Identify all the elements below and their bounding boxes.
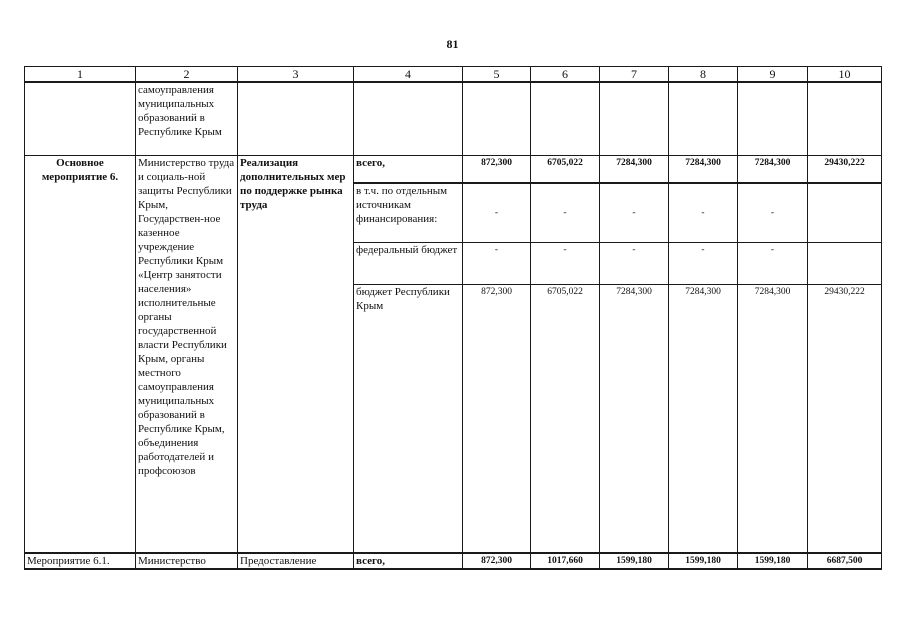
value-cell: -	[463, 183, 531, 242]
column-number: 9	[738, 67, 808, 83]
value-cell: -	[738, 242, 808, 284]
value-cell: 872,300	[463, 155, 531, 183]
budget-table	[24, 66, 882, 570]
value-cell	[808, 242, 882, 284]
column-number: 2	[136, 67, 238, 83]
value-cell: -	[669, 242, 738, 284]
value-cell: -	[600, 242, 669, 284]
main-event-title: Реализация дополнительных мер по поддержке рынка труда	[238, 155, 354, 553]
sub-event-title: Предоставление	[238, 553, 354, 569]
column-number-row	[25, 67, 882, 83]
value-cell: -	[531, 242, 600, 284]
sub-event-executor: Министерство	[136, 553, 238, 569]
value-cell: 1599,180	[600, 553, 669, 569]
page-number: 81	[446, 37, 459, 51]
value-cell: 29430,222	[808, 284, 882, 553]
column-number: 1	[25, 67, 136, 83]
value-cell: 7284,300	[738, 155, 808, 183]
value-cell: 6687,500	[808, 553, 882, 569]
funding-source: федеральный бюджет	[354, 242, 463, 284]
funding-source: всего,	[354, 553, 463, 569]
funding-source: бюджет Республики Крым	[354, 284, 463, 553]
value-cell: -	[669, 183, 738, 242]
value-cell: 1017,660	[531, 553, 600, 569]
column-number: 8	[669, 67, 738, 83]
column-number: 7	[600, 67, 669, 83]
funding-source: в т.ч. по отдельным источникам финансирования:	[354, 183, 463, 242]
value-cell: 6705,022	[531, 155, 600, 183]
main-event-name: Основное мероприятие 6.	[25, 155, 136, 553]
column-number: 4	[354, 67, 463, 83]
value-cell: 29430,222	[808, 155, 882, 183]
value-cell: -	[463, 242, 531, 284]
value-cell: -	[531, 183, 600, 242]
value-cell: -	[738, 183, 808, 242]
value-cell	[808, 183, 882, 242]
value-cell: 1599,180	[738, 553, 808, 569]
column-number: 5	[463, 67, 531, 83]
main-event-total-row	[25, 155, 882, 183]
value-cell: 7284,300	[738, 284, 808, 553]
column-number: 3	[238, 67, 354, 83]
value-cell: 7284,300	[600, 284, 669, 553]
value-cell: 7284,300	[600, 155, 669, 183]
value-cell: 872,300	[463, 553, 531, 569]
value-cell: 1599,180	[669, 553, 738, 569]
funding-source: всего,	[354, 155, 463, 183]
executor-continued: самоуправления муниципальных образований в Республике Крым	[136, 82, 238, 155]
continued-row	[25, 82, 882, 155]
value-cell: 872,300	[463, 284, 531, 553]
value-cell: 7284,300	[669, 284, 738, 553]
column-number: 10	[808, 67, 882, 83]
value-cell: 7284,300	[669, 155, 738, 183]
sub-event-row	[25, 553, 882, 569]
column-number: 6	[531, 67, 600, 83]
value-cell: -	[600, 183, 669, 242]
value-cell: 6705,022	[531, 284, 600, 553]
sub-event-name: Мероприятие 6.1.	[25, 553, 136, 569]
main-event-executor: Министерство труда и социаль-ной защиты Республики Крым, Государствен-ное казенное учреждение Республики Крым «Центр занятости населения» исполнительные органы государственной власти Республики Крым, органы местного самоуправления муниципальных образований в Республике Крым, объединения работодателей и профсоюзов	[136, 155, 238, 553]
